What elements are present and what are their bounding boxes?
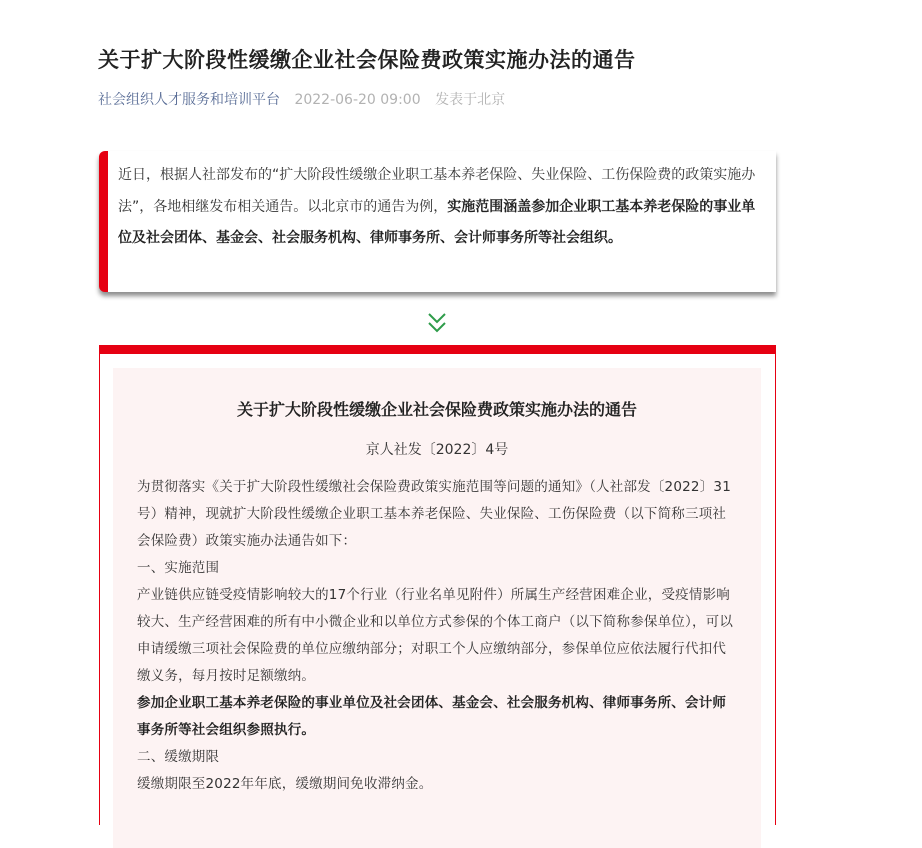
notice-content bbox=[113, 368, 761, 848]
intro-paragraph bbox=[118, 160, 766, 255]
section-period-body: 缓缴期限至2022年年底，缓缴期间免收滞纳金。 bbox=[137, 776, 433, 792]
intro-bold-text: 实施范围涵盖参加企业职工基本养老保险的事业单位及社会团体、基金会、社会服务机构、律师事务所、会计师事务所等社会组织。 bbox=[118, 198, 756, 246]
publish-location: 发表于北京 bbox=[435, 92, 506, 108]
intro-text: 近日，根据人社部发布的“扩大阶段性缓缴企业职工基本养老保险、失业保险、工伤保险费的政策实施办法”，各地相继发布相关通告。以北京市的通告为例， bbox=[118, 167, 756, 215]
section-heading-scope: 一、实施范围 bbox=[137, 560, 220, 576]
notice-title: 关于扩大阶段性缓缴企业社会保险费政策实施办法的通告 bbox=[236, 400, 637, 419]
section-scope-body: 产业链供应链受疫情影响较大的17个行业（行业名单见附件）所属生产经营困难企业，受疫情影响较大、生产经营困难的所有中小微企业和以单位方式参保的个体工商户（以下简称参保单位），可以申请缓缴三项社会保险费的单位应缴纳部分；对职工个人应缴纳部分，参保单位应依法履行代扣代缴义务，每月按时足额缴纳。 bbox=[137, 587, 734, 684]
notice-frame bbox=[99, 345, 776, 825]
article-meta bbox=[98, 89, 505, 109]
double-chevron-down-icon bbox=[427, 311, 447, 335]
section-scope-bold: 参加企业职工基本养老保险的事业单位及社会团体、基金会、社会服务机构、律师事务所、会计师事务所等社会组织参照执行。 bbox=[137, 695, 727, 738]
notice-doc-number: 京人社发〔2022〕4号 bbox=[365, 442, 509, 458]
notice-body bbox=[137, 474, 737, 798]
article-title: 关于扩大阶段性缓缴企业社会保险费政策实施办法的通告 bbox=[98, 48, 636, 72]
section-heading-period: 二、缓缴期限 bbox=[137, 749, 220, 765]
publish-datetime: 2022-06-20 09:00 bbox=[294, 92, 421, 108]
intro-summary-card bbox=[99, 151, 776, 292]
account-name-link[interactable]: 社会组织人才服务和培训平台 bbox=[98, 92, 280, 108]
notice-preamble: 为贯彻落实《关于扩大阶段性缓缴社会保险费政策实施范围等问题的通知》（人社部发〔2022〕31号）精神，现就扩大阶段性缓缴企业职工基本养老保险、失业保险、工伤保险费（以下简称三项社会保险费）政策实施办法通告如下： bbox=[137, 479, 731, 549]
